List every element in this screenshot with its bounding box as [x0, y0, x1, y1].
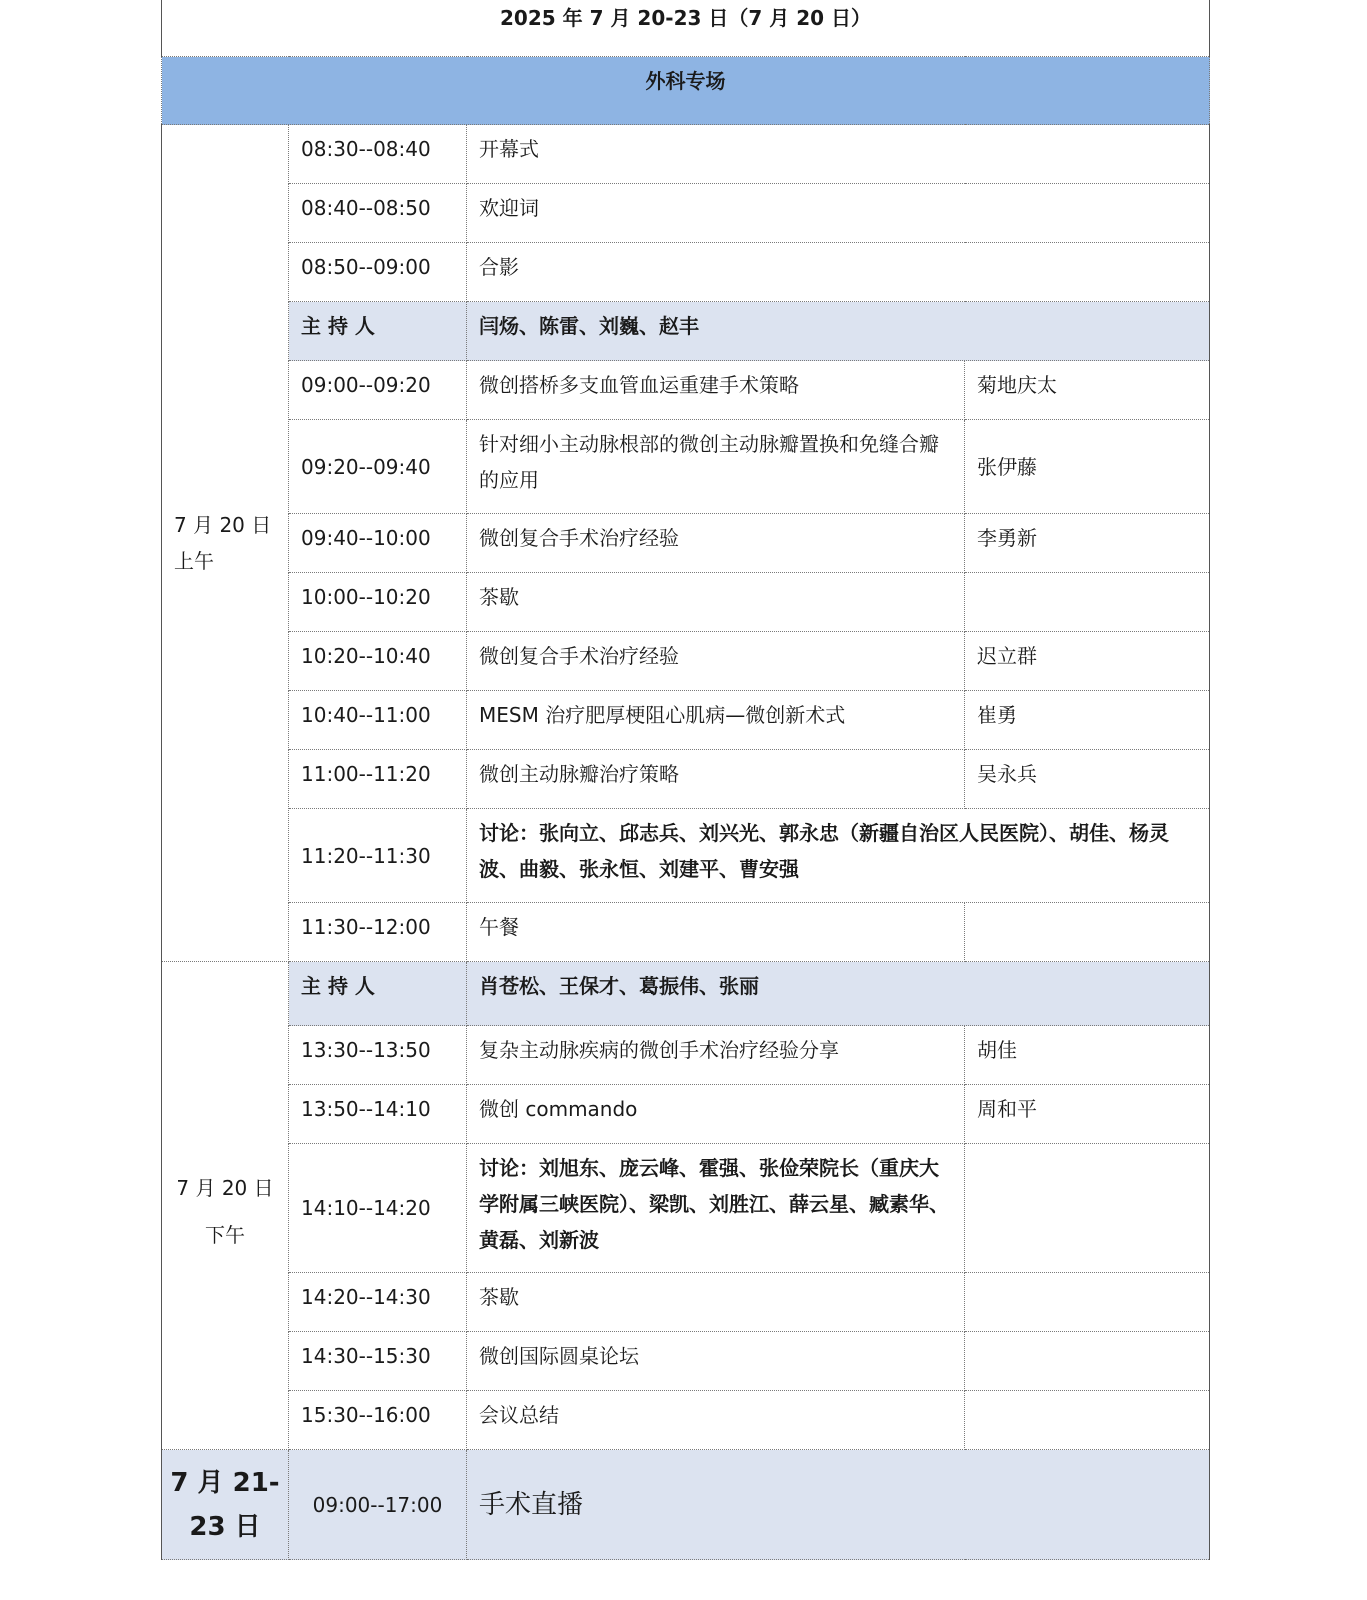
time-cell: 11:00--11:20 [289, 750, 467, 809]
discussion-text: 讨论：张向立、邱志兵、刘兴光、郭永忠（新疆自治区人民医院）、胡佳、杨灵波、曲毅、张永恒、刘建平、曹安强 [467, 809, 1210, 903]
session-title: 微创国际圆桌论坛 [467, 1332, 965, 1391]
session-title: 针对细小主动脉根部的微创主动脉瓣置换和免缝合瓣的应用 [467, 420, 965, 514]
speaker-cell: 张伊藤 [965, 420, 1210, 514]
speaker-cell: 李勇新 [965, 514, 1210, 573]
speaker-cell [965, 1391, 1210, 1450]
live-day-line1: 7 月 21- [170, 1467, 280, 1498]
time-cell: 11:20--11:30 [289, 809, 467, 903]
afternoon-period: 下午 [205, 1222, 245, 1247]
time-cell: 09:40--10:00 [289, 514, 467, 573]
session-title: 茶歇 [467, 1273, 965, 1332]
time-cell: 08:30--08:40 [289, 125, 467, 184]
section-header: 外科专场 [162, 57, 1210, 125]
speaker-cell [965, 903, 1210, 962]
morning-day-label [162, 125, 289, 962]
live-day-label [162, 1450, 289, 1560]
time-cell: 10:40--11:00 [289, 691, 467, 750]
session-title: MESM 治疗肥厚梗阻心肌病—微创新术式 [467, 691, 965, 750]
session-title: 欢迎词 [467, 184, 1210, 243]
time-cell: 08:40--08:50 [289, 184, 467, 243]
speaker-cell [965, 573, 1210, 632]
session-title: 茶歇 [467, 573, 965, 632]
session-title: 合影 [467, 243, 1210, 302]
schedule-table [161, 0, 1210, 1560]
time-cell: 13:50--14:10 [289, 1085, 467, 1144]
session-title: 微创搭桥多支血管血运重建手术策略 [467, 361, 965, 420]
time-cell: 14:10--14:20 [289, 1144, 467, 1273]
afternoon-day-label [162, 962, 289, 1450]
time-cell: 11:30--12:00 [289, 903, 467, 962]
speaker-cell: 胡佳 [965, 1026, 1210, 1085]
time-cell: 14:30--15:30 [289, 1332, 467, 1391]
page-title: 2025 年 7 月 20-23 日（7 月 20 日） [162, 0, 1210, 57]
session-title: 复杂主动脉疾病的微创手术治疗经验分享 [467, 1026, 965, 1085]
time-cell: 15:30--16:00 [289, 1391, 467, 1450]
session-title: 开幕式 [467, 125, 1210, 184]
morning-date: 7 月 20 日 [174, 513, 272, 537]
session-title: 会议总结 [467, 1391, 965, 1450]
afternoon-date: 7 月 20 日 [176, 1175, 274, 1200]
session-title: 微创主动脉瓣治疗策略 [467, 750, 965, 809]
speaker-cell: 周和平 [965, 1085, 1210, 1144]
speaker-cell: 吴永兵 [965, 750, 1210, 809]
time-cell: 09:00--09:20 [289, 361, 467, 420]
host-label: 主 持 人 [289, 302, 467, 361]
time-cell: 10:00--10:20 [289, 573, 467, 632]
time-cell: 10:20--10:40 [289, 632, 467, 691]
morning-period: 上午 [174, 549, 214, 573]
time-cell: 13:30--13:50 [289, 1026, 467, 1085]
speaker-cell [965, 1144, 1210, 1273]
speaker-cell: 迟立群 [965, 632, 1210, 691]
time-cell: 14:20--14:30 [289, 1273, 467, 1332]
session-title: 微创复合手术治疗经验 [467, 514, 965, 573]
host-names: 肖苍松、王保才、葛振伟、张丽 [467, 962, 1210, 1026]
live-day-line2: 23 日 [189, 1511, 261, 1542]
session-title: 微创 commando [467, 1085, 965, 1144]
speaker-cell: 崔勇 [965, 691, 1210, 750]
speaker-cell [965, 1332, 1210, 1391]
time-cell: 09:20--09:40 [289, 420, 467, 514]
speaker-cell [965, 1273, 1210, 1332]
session-title: 午餐 [467, 903, 965, 962]
discussion-text: 讨论：刘旭东、庞云峰、霍强、张俭荣院长（重庆大学附属三峡医院）、梁凯、刘胜江、薛云星、臧素华、黄磊、刘新波 [467, 1144, 965, 1273]
speaker-cell: 菊地庆太 [965, 361, 1210, 420]
time-cell: 08:50--09:00 [289, 243, 467, 302]
live-surgery-title: 手术直播 [467, 1450, 1210, 1560]
host-names: 闫炀、陈雷、刘巍、赵丰 [467, 302, 1210, 361]
host-label: 主 持 人 [289, 962, 467, 1026]
time-cell: 09:00--17:00 [289, 1450, 467, 1560]
session-title: 微创复合手术治疗经验 [467, 632, 965, 691]
